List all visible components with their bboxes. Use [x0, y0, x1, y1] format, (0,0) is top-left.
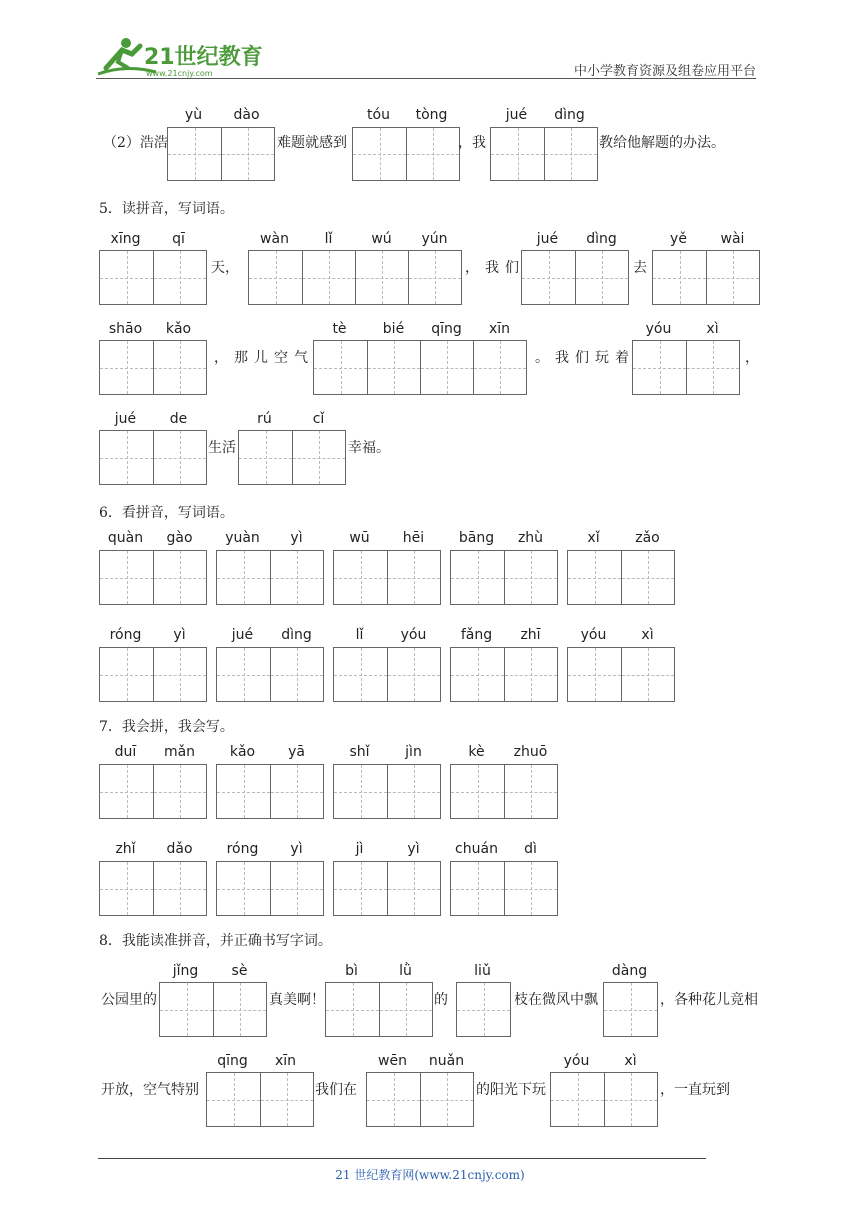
writing-box[interactable] — [99, 430, 207, 485]
sentence-text: 。我们玩着 — [535, 350, 635, 366]
pinyin: chuán — [455, 841, 498, 857]
pinyin: yì — [290, 841, 303, 857]
pinyin: dì — [524, 841, 537, 857]
pinyin: wú — [371, 231, 392, 247]
pinyin: jué — [536, 231, 559, 247]
runner-logo-icon — [96, 34, 266, 80]
sentence-text: ，一直玩到 — [660, 1082, 730, 1098]
svg-text:www.21cnjy.com: www.21cnjy.com — [146, 69, 213, 78]
question-7-title: 7．我会拼，我会写。 — [99, 719, 234, 735]
pinyin: róng — [226, 841, 259, 857]
pinyin: jué — [505, 107, 528, 123]
writing-box[interactable] — [313, 340, 527, 395]
site-logo — [96, 34, 266, 80]
pinyin: xīn — [488, 321, 511, 337]
pinyin: lǜ — [399, 963, 412, 979]
footer-text: 21 世纪教育网(www.21cnjy.com) — [335, 1168, 525, 1182]
sentence-text: 难题就感到 — [277, 135, 347, 151]
pinyin: hēi — [402, 530, 425, 546]
pinyin: quàn — [107, 530, 144, 546]
svg-text:21世纪教育: 21世纪教育 — [144, 45, 263, 70]
pinyin: yóu — [400, 627, 427, 643]
writing-box[interactable] — [450, 647, 558, 702]
writing-box[interactable] — [216, 861, 324, 916]
question-8-title: 8．我能读准拼音，并正确书写字词。 — [99, 933, 332, 949]
pinyin: kǎo — [165, 321, 192, 337]
pinyin: dàng — [611, 963, 648, 979]
pinyin: qīng — [217, 1053, 248, 1069]
sentence-text: ，那儿空气 — [214, 350, 314, 366]
pinyin: wēn — [378, 1053, 407, 1069]
writing-box[interactable] — [366, 1072, 474, 1127]
pinyin: bié — [382, 321, 405, 337]
writing-box[interactable] — [325, 982, 433, 1037]
writing-box[interactable] — [450, 550, 558, 605]
sentence-text: 开放，空气特别 — [101, 1082, 199, 1098]
footer-divider — [98, 1158, 706, 1159]
writing-box[interactable] — [216, 550, 324, 605]
q4-2-label: （2）浩浩 — [103, 135, 168, 151]
pinyin: xì — [641, 627, 654, 643]
pinyin: cǐ — [312, 411, 325, 427]
sentence-text: 公园里的 — [101, 992, 157, 1008]
writing-box[interactable] — [456, 982, 511, 1037]
pinyin: tóu — [367, 107, 390, 123]
writing-box[interactable] — [216, 647, 324, 702]
pinyin: xǐ — [587, 530, 600, 546]
pinyin: xì — [706, 321, 719, 337]
pinyin: yì — [173, 627, 186, 643]
site-title: 中小学教育资源及组卷应用平台 — [573, 64, 756, 79]
pinyin: yì — [290, 530, 303, 546]
writing-box[interactable] — [99, 764, 207, 819]
sentence-text: 幸福。 — [348, 440, 390, 456]
pinyin: qīng — [431, 321, 462, 337]
pinyin: yóu — [563, 1053, 590, 1069]
writing-box[interactable] — [333, 861, 441, 916]
pinyin: liǔ — [474, 963, 491, 979]
pinyin: fǎng — [460, 627, 493, 643]
pinyin: xīng — [110, 231, 141, 247]
pinyin: zhù — [517, 530, 544, 546]
pinyin: wū — [349, 530, 370, 546]
pinyin: qī — [172, 231, 185, 247]
writing-box[interactable] — [99, 550, 207, 605]
pinyin: shāo — [108, 321, 143, 337]
pinyin: yě — [670, 231, 687, 247]
pinyin: yún — [421, 231, 448, 247]
sentence-text: 去 — [633, 260, 647, 276]
writing-box[interactable] — [567, 647, 675, 702]
pinyin: yā — [288, 744, 305, 760]
pinyin: dìng — [586, 231, 617, 247]
pinyin: xì — [624, 1053, 637, 1069]
sentence-text: 枝在微风中飘 — [514, 992, 598, 1008]
sentence-text: 教给他解题的办法。 — [599, 135, 725, 151]
pinyin: kǎo — [229, 744, 256, 760]
pinyin: bì — [345, 963, 358, 979]
pinyin: dǎo — [166, 841, 193, 857]
pinyin: zhǐ — [115, 841, 136, 857]
pinyin: duī — [114, 744, 137, 760]
writing-box[interactable] — [167, 127, 275, 181]
header-divider — [96, 78, 756, 79]
writing-box[interactable] — [99, 340, 207, 395]
pinyin: zhī — [520, 627, 541, 643]
sentence-text: 的 — [434, 992, 448, 1008]
writing-box[interactable] — [521, 250, 629, 305]
writing-box[interactable] — [490, 127, 598, 181]
pinyin: wài — [720, 231, 745, 247]
pinyin: gào — [166, 530, 193, 546]
writing-box[interactable] — [550, 1072, 658, 1127]
pinyin: nuǎn — [428, 1053, 465, 1069]
pinyin: xīn — [274, 1053, 297, 1069]
pinyin: yóu — [580, 627, 607, 643]
writing-box[interactable] — [652, 250, 760, 305]
writing-box[interactable] — [450, 764, 558, 819]
question-6-title: 6．看拼音，写词语。 — [99, 505, 234, 521]
pinyin: sè — [231, 963, 248, 979]
pinyin: rú — [257, 411, 272, 427]
pinyin: kè — [468, 744, 485, 760]
sentence-text: ，我 — [458, 135, 486, 151]
pinyin: bāng — [458, 530, 495, 546]
pinyin: jué — [114, 411, 137, 427]
writing-box[interactable] — [567, 550, 675, 605]
pinyin: yù — [184, 107, 203, 123]
sentence-text: 天， — [211, 260, 239, 276]
writing-box[interactable] — [603, 982, 658, 1037]
pinyin: de — [169, 411, 188, 427]
writing-box[interactable] — [248, 250, 462, 305]
writing-box[interactable] — [159, 982, 267, 1037]
sentence-text: 生活 — [208, 440, 236, 456]
writing-box[interactable] — [206, 1072, 314, 1127]
sentence-text: 的阳光下玩 — [476, 1082, 546, 1098]
pinyin: yì — [407, 841, 420, 857]
writing-box[interactable] — [333, 550, 441, 605]
writing-box[interactable] — [333, 764, 441, 819]
pinyin: zǎo — [635, 530, 660, 546]
writing-box[interactable] — [450, 861, 558, 916]
pinyin: dào — [233, 107, 260, 123]
writing-box[interactable] — [99, 861, 207, 916]
sentence-text: 我们在 — [315, 1082, 357, 1098]
pinyin: tòng — [415, 107, 448, 123]
pinyin: shǐ — [349, 744, 370, 760]
pinyin: lǐ — [324, 231, 333, 247]
sentence-text: ， — [745, 350, 759, 366]
pinyin: dìng — [554, 107, 585, 123]
pinyin: jì — [355, 841, 364, 857]
pinyin: zhuō — [513, 744, 548, 760]
writing-box[interactable] — [333, 647, 441, 702]
pinyin: róng — [109, 627, 142, 643]
sentence-text: 真美啊！ — [269, 992, 325, 1008]
pinyin: jìn — [405, 744, 422, 760]
sentence-text: ，各种花儿竞相 — [660, 992, 758, 1008]
pinyin: jǐng — [172, 963, 199, 979]
pinyin: yóu — [645, 321, 672, 337]
pinyin: jué — [231, 627, 254, 643]
writing-box[interactable] — [99, 250, 207, 305]
writing-box[interactable] — [632, 340, 740, 395]
writing-box[interactable] — [352, 127, 460, 181]
pinyin: mǎn — [163, 744, 196, 760]
pinyin: wàn — [260, 231, 289, 247]
pinyin: lǐ — [355, 627, 364, 643]
pinyin: yuàn — [225, 530, 260, 546]
writing-box[interactable] — [216, 764, 324, 819]
question-5-title: 5．读拼音，写词语。 — [99, 201, 234, 217]
sentence-text: ，我们 — [465, 260, 525, 276]
pinyin: dìng — [281, 627, 312, 643]
pinyin: tè — [332, 321, 347, 337]
writing-box[interactable] — [99, 647, 207, 702]
writing-box[interactable] — [238, 430, 346, 485]
